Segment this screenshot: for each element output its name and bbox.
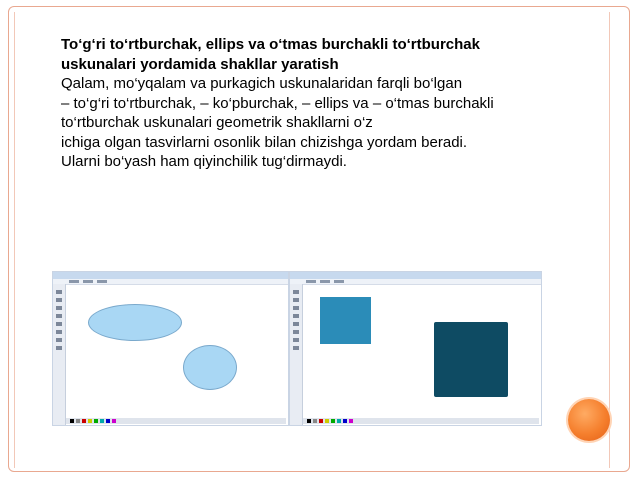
window-titlebar: [53, 272, 288, 279]
body-line-1: Qalam, mo‘yqalam va purkagich uskunalaridan farqli bo‘lgan: [61, 75, 463, 92]
tool-palette: [53, 284, 66, 425]
drawn-rectangle-small: [320, 297, 371, 344]
decorative-orange-circle-icon: [568, 399, 610, 441]
drawing-canvas: [66, 285, 286, 417]
color-palette: [303, 418, 539, 424]
paint-window-ellipses: [52, 271, 289, 426]
body-line-2: – to‘g‘ri to‘rtburchak, – ko‘pburchak, – ellips va – o‘tmas burchakli to‘rtburchak uskunalari geometrik shakllarni o‘z: [61, 94, 494, 131]
slide-text: [61, 35, 501, 172]
slide-title-line-2: uskunalari yordamida shakllar yaratish: [61, 55, 339, 73]
color-palette: [66, 418, 286, 424]
window-titlebar: [290, 272, 541, 279]
drawn-rectangle-large: [434, 322, 508, 397]
body-line-4: Ularni bo‘yash ham qiyinchilik tug‘dirmaydi.: [61, 153, 347, 170]
drawn-ellipse-small: [183, 345, 237, 390]
slide-title-line-1: To‘g‘ri to‘rtburchak, ellips va o‘tmas burchakli to‘rtburchak: [61, 36, 480, 53]
tool-palette: [290, 284, 303, 425]
body-line-3: ichiga olgan tasvirlarni osonlik bilan chizishga yordam beradi.: [61, 133, 468, 151]
drawn-ellipse-large: [88, 304, 182, 341]
